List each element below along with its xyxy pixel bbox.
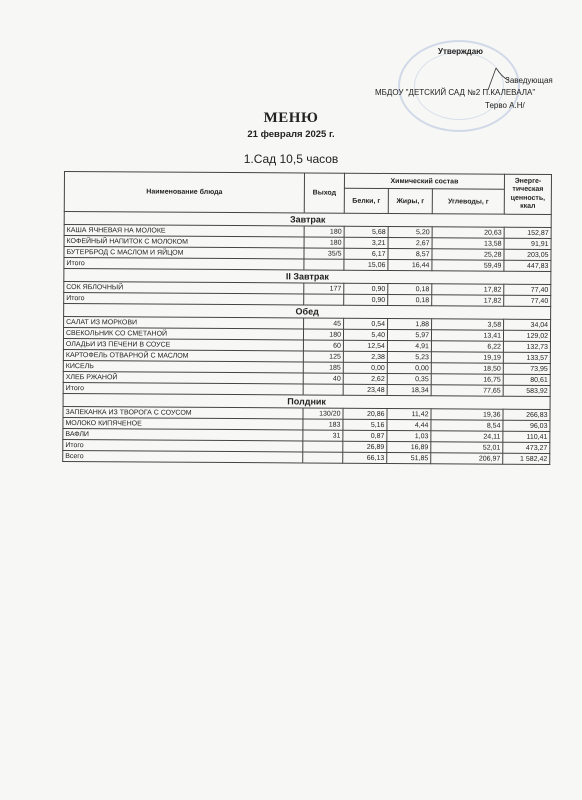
cell-protein: 0,54 — [344, 318, 388, 329]
cell-protein: 5,16 — [343, 419, 387, 430]
cell-protein: 0,00 — [343, 362, 387, 373]
approval-title: Утверждаю — [438, 47, 483, 56]
cell-protein: 5,68 — [344, 226, 388, 237]
document-date: 21 февраля 2025 г. — [247, 129, 335, 140]
cell-output: 183 — [303, 419, 343, 430]
cell-output — [303, 384, 343, 395]
approval-position: Заведующая — [505, 76, 553, 85]
cell-dish-name: САЛАТ ИЗ МОРКОВИ — [64, 317, 304, 329]
cell-dish-name: СОК ЯБЛОЧНЫЙ — [64, 282, 304, 294]
cell-fat: 0,18 — [388, 283, 432, 294]
header-chemical-composition: Химический состав — [344, 173, 504, 189]
cell-fat: 16,89 — [387, 441, 431, 452]
cell-dish-name: ЗАПЕКАНКА ИЗ ТВОРОГА С СОУСОМ — [63, 406, 303, 418]
cell-carbs: 8,54 — [431, 420, 503, 431]
cell-protein: 26,89 — [343, 441, 387, 452]
cell-energy: 80,61 — [503, 374, 550, 385]
cell-protein: 3,21 — [344, 237, 388, 248]
document-title: МЕНЮ — [263, 110, 319, 126]
cell-dish-name: Итого — [63, 382, 303, 394]
cell-fat: 18,34 — [387, 384, 431, 395]
cell-dish-name: ХЛЕБ РЖАНОЙ — [63, 371, 303, 383]
cell-output: 35/5 — [304, 248, 344, 259]
cell-carbs: 13,41 — [431, 330, 503, 341]
cell-energy: 583,92 — [503, 385, 550, 396]
cell-protein: 15,06 — [344, 259, 388, 270]
cell-dish-name: СВЕКОЛЬНИК СО СМЕТАНОЙ — [63, 328, 303, 340]
section-title: Завтрак — [64, 212, 551, 228]
cell-fat: 8,57 — [388, 248, 432, 259]
cell-dish-name: ОЛАДЬИ ИЗ ПЕЧЕНИ В СОУСЕ — [63, 338, 303, 350]
approval-signatory: Терво А.Н/ — [485, 101, 525, 110]
header-energy-value: Энерге-тическая ценность, ккал — [504, 174, 551, 214]
cell-dish-name: КАША ЯЧНЕВАЯ НА МОЛОКЕ — [64, 225, 304, 237]
cell-dish-name: Итого — [64, 258, 304, 270]
cell-output — [304, 259, 344, 270]
menu-table — [62, 171, 552, 465]
cell-fat: 16,44 — [388, 259, 432, 270]
cell-protein: 0,90 — [344, 294, 388, 305]
header-output: Выход — [304, 173, 344, 213]
cell-energy: 96,03 — [503, 420, 550, 431]
cell-protein: 0,90 — [344, 283, 388, 294]
cell-protein: 23,48 — [343, 384, 387, 395]
cell-energy: 77,40 — [504, 284, 551, 295]
cell-fat: 0,00 — [387, 362, 431, 373]
header-dish-name: Наименование блюда — [64, 172, 304, 213]
cell-output: 177 — [304, 283, 344, 294]
cell-fat: 5,97 — [387, 329, 431, 340]
cell-fat: 2,67 — [388, 237, 432, 248]
cell-protein: 12,54 — [343, 340, 387, 351]
cell-energy: 132,73 — [503, 341, 550, 352]
cell-output — [303, 452, 343, 463]
cell-protein: 2,62 — [343, 373, 387, 384]
cell-fat: 4,44 — [387, 419, 431, 430]
cell-carbs: 6,22 — [431, 341, 503, 352]
cell-output: 31 — [303, 430, 343, 441]
cell-carbs: 24,11 — [431, 431, 503, 442]
cell-output — [304, 294, 344, 305]
section-title: Обед — [64, 304, 551, 320]
cell-fat: 1,88 — [388, 318, 432, 329]
approval-organization: МБДОУ "ДЕТСКИЙ САД №2 П.КАЛЕВАЛА" — [375, 88, 536, 97]
cell-fat: 0,35 — [387, 373, 431, 384]
cell-dish-name: ВАФЛИ — [63, 428, 303, 440]
cell-protein: 20,86 — [343, 408, 387, 419]
cell-energy: 152,87 — [504, 227, 551, 238]
cell-carbs: 3,58 — [432, 319, 504, 330]
cell-dish-name: КОФЕЙНЫЙ НАПИТОК С МОЛОКОМ — [64, 236, 304, 248]
header-carbs: Углеводы, г — [432, 189, 504, 214]
cell-energy: 129,02 — [503, 330, 550, 341]
cell-dish-name: Итого — [64, 293, 304, 305]
cell-dish-name: КАРТОФЕЛЬ ОТВАРНОЙ С МАСЛОМ — [63, 349, 303, 361]
cell-carbs: 16,75 — [431, 374, 503, 385]
cell-carbs: 20,63 — [432, 227, 504, 238]
cell-protein: 5,40 — [343, 329, 387, 340]
cell-energy: 34,04 — [504, 319, 551, 330]
section-title: II Завтрак — [64, 269, 551, 285]
cell-protein: 6,17 — [344, 248, 388, 259]
cell-carbs: 17,82 — [432, 284, 504, 295]
cell-dish-name: КИСЕЛЬ — [63, 360, 303, 372]
section-title: Полдник — [63, 393, 550, 409]
cell-output: 60 — [303, 340, 343, 351]
cell-carbs: 52,01 — [431, 442, 503, 453]
document-subtitle: 1.Сад 10,5 часов — [243, 152, 339, 166]
cell-carbs: 17,82 — [432, 295, 504, 306]
cell-protein: 66,13 — [343, 452, 387, 463]
cell-output: 130/20 — [303, 408, 343, 419]
header-protein: Белки, г — [344, 188, 388, 213]
cell-protein: 0,87 — [343, 430, 387, 441]
cell-fat: 11,42 — [387, 408, 431, 419]
cell-output: 45 — [304, 318, 344, 329]
cell-energy: 133,57 — [503, 352, 550, 363]
cell-output: 40 — [303, 373, 343, 384]
cell-energy: 266,83 — [503, 409, 550, 420]
cell-carbs: 206,97 — [431, 453, 503, 464]
cell-energy: 91,91 — [504, 238, 551, 249]
cell-carbs: 18,50 — [431, 363, 503, 374]
cell-output — [303, 441, 343, 452]
cell-fat: 4,91 — [387, 340, 431, 351]
menu-table-body — [63, 212, 552, 465]
cell-fat: 51,85 — [387, 452, 431, 463]
cell-fat: 5,20 — [388, 226, 432, 237]
cell-energy: 203,05 — [504, 249, 551, 260]
cell-fat: 1,03 — [387, 430, 431, 441]
cell-energy: 110,41 — [503, 431, 550, 442]
table-row — [63, 450, 550, 464]
cell-output: 180 — [303, 329, 343, 340]
cell-energy: 77,40 — [504, 295, 551, 306]
cell-output: 185 — [303, 362, 343, 373]
cell-energy: 1 582,42 — [503, 453, 550, 464]
cell-fat: 5,23 — [387, 351, 431, 362]
cell-output: 125 — [303, 351, 343, 362]
cell-dish-name: Всего — [63, 450, 303, 462]
cell-energy: 473,27 — [503, 442, 550, 453]
cell-output: 180 — [304, 237, 344, 248]
cell-fat: 0,18 — [388, 294, 432, 305]
cell-output: 180 — [304, 226, 344, 237]
cell-carbs: 77,65 — [431, 385, 503, 396]
cell-carbs: 13,58 — [432, 238, 504, 249]
cell-dish-name: МОЛОКО КИПЯЧЕНОЕ — [63, 417, 303, 429]
cell-carbs: 19,36 — [431, 409, 503, 420]
cell-energy: 447,83 — [504, 260, 551, 271]
cell-carbs: 59,49 — [432, 260, 504, 271]
cell-energy: 73,95 — [503, 363, 550, 374]
cell-dish-name: БУТЕРБРОД С МАСЛОМ И ЯЙЦОМ — [64, 247, 304, 259]
cell-protein: 2,38 — [343, 351, 387, 362]
header-fat: Жиры, г — [388, 188, 432, 213]
cell-dish-name: Итого — [63, 439, 303, 451]
cell-carbs: 19,19 — [431, 352, 503, 363]
cell-carbs: 25,28 — [432, 249, 504, 260]
